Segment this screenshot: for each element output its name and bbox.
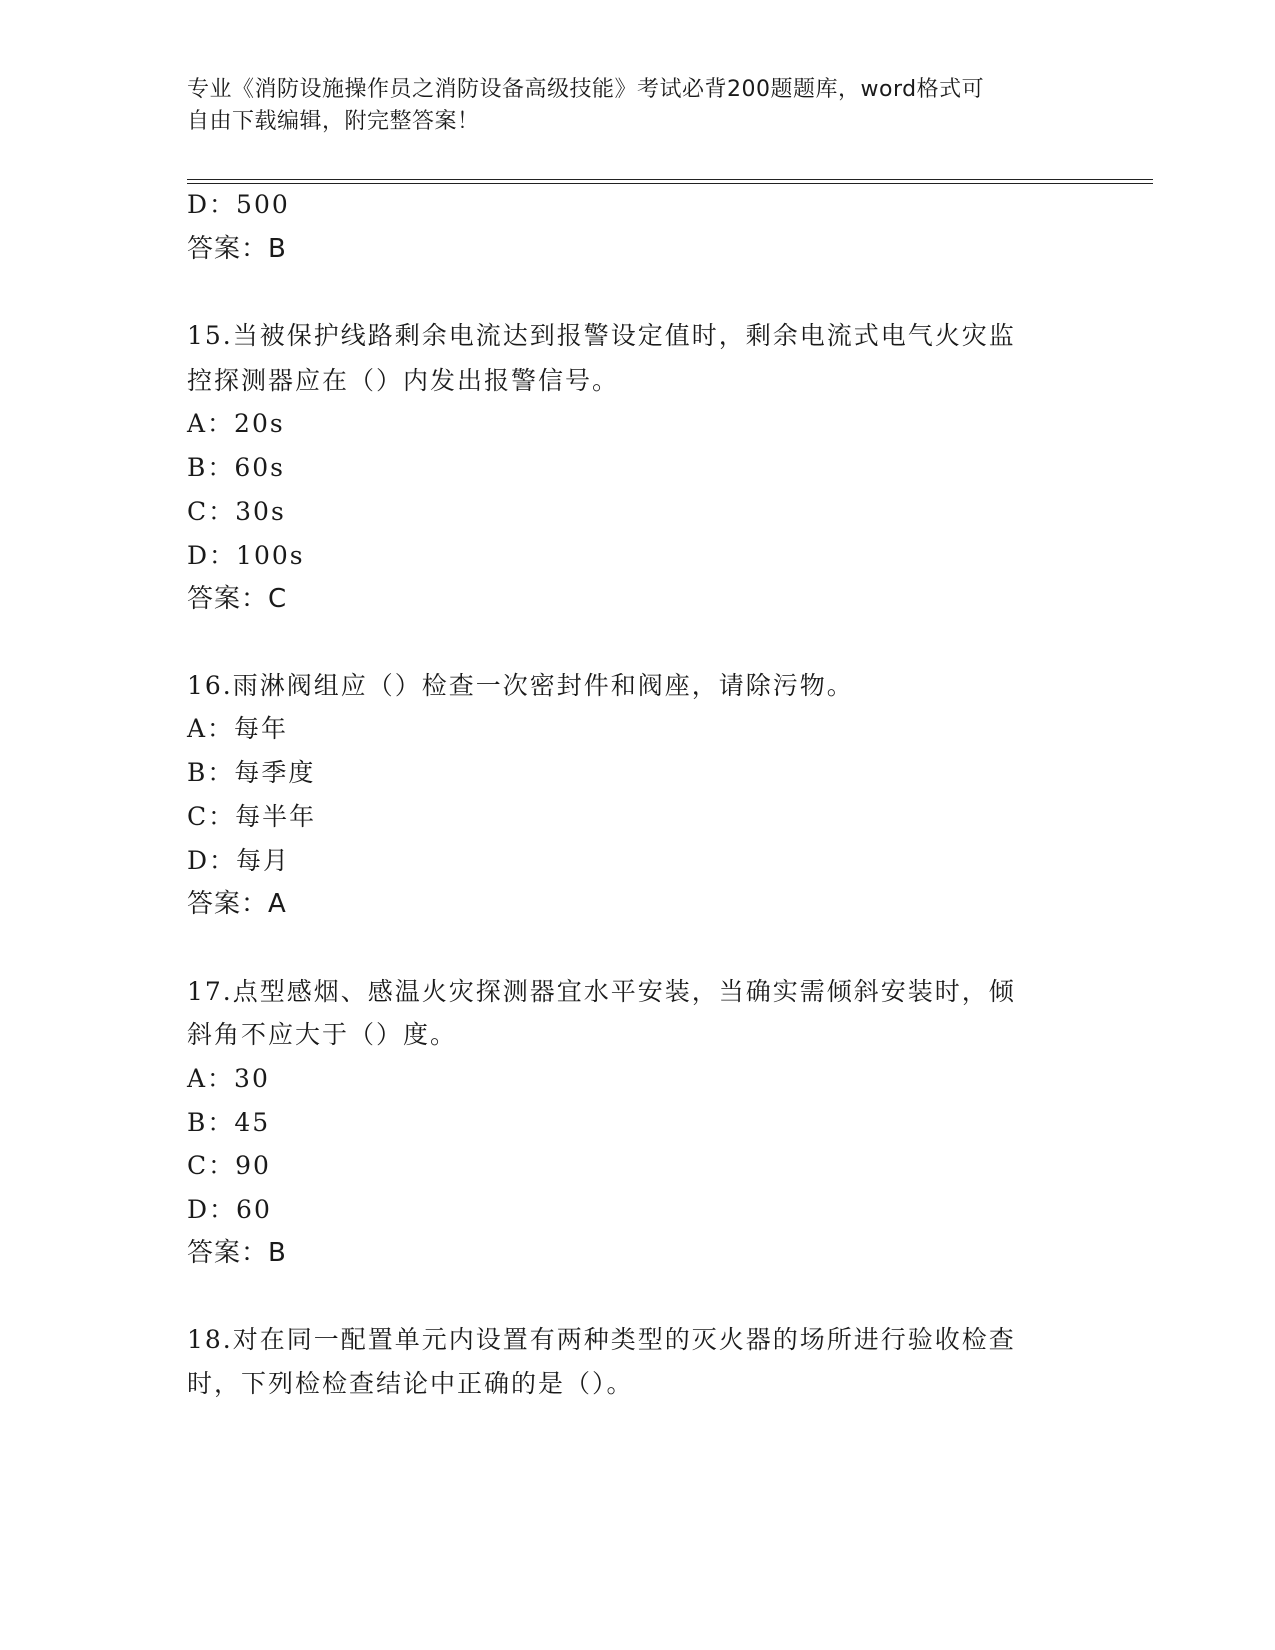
q17-option-b: B：45 <box>187 1108 271 1137</box>
header-rule-top <box>187 179 1153 180</box>
q16-option-b: B：每季度 <box>187 758 316 787</box>
q15-option-b: B：60s <box>187 453 286 482</box>
q16-option-d: D：每月 <box>187 846 291 875</box>
q16-option-a: A：每年 <box>187 714 289 743</box>
q18-stem-line-1: 18.对在同一配置单元内设置有两种类型的灭火器的场所进行验收检查 <box>187 1325 1016 1354</box>
q16-option-c: C：每半年 <box>187 802 317 831</box>
header-line-1: 专业《消防设施操作员之消防设备高级技能》考试必背200题题库，word格式可 <box>187 77 985 102</box>
q17-stem-line-1: 17.点型感烟、感温火灾探测器宜水平安装，当确实需倾斜安装时，倾 <box>187 977 1016 1006</box>
q17-stem-line-2: 斜角不应大于（）度。 <box>187 1020 458 1049</box>
q15-option-d: D：100s <box>187 541 305 570</box>
q15-option-c: C：30s <box>187 497 286 526</box>
prev-option-d: D：500 <box>187 190 290 219</box>
q17-option-d: D：60 <box>187 1195 272 1224</box>
document-header <box>187 74 1067 138</box>
q17-answer: 答案：B <box>187 1238 287 1268</box>
q15-stem-line-1: 15.当被保护线路剩余电流达到报警设定值时，剩余电流式电气火灾监 <box>187 321 1016 350</box>
q16-answer: 答案：A <box>187 889 287 919</box>
q16-stem-line-1: 16.雨淋阀组应（）检查一次密封件和阀座，请除污物。 <box>187 671 854 700</box>
q18-stem-line-2: 时，下列检检查结论中正确的是（）。 <box>187 1369 634 1398</box>
q15-answer: 答案：C <box>187 584 288 614</box>
header-line-2: 自由下载编辑，附完整答案！ <box>187 109 480 134</box>
q15-stem-line-2: 控探测器应在（）内发出报警信号。 <box>187 366 620 395</box>
prev-answer: 答案：B <box>187 234 287 264</box>
header-rule-bottom <box>187 183 1153 184</box>
q17-option-c: C：90 <box>187 1151 271 1180</box>
q17-option-a: A：30 <box>187 1064 270 1093</box>
q15-option-a: A：20s <box>187 409 285 438</box>
